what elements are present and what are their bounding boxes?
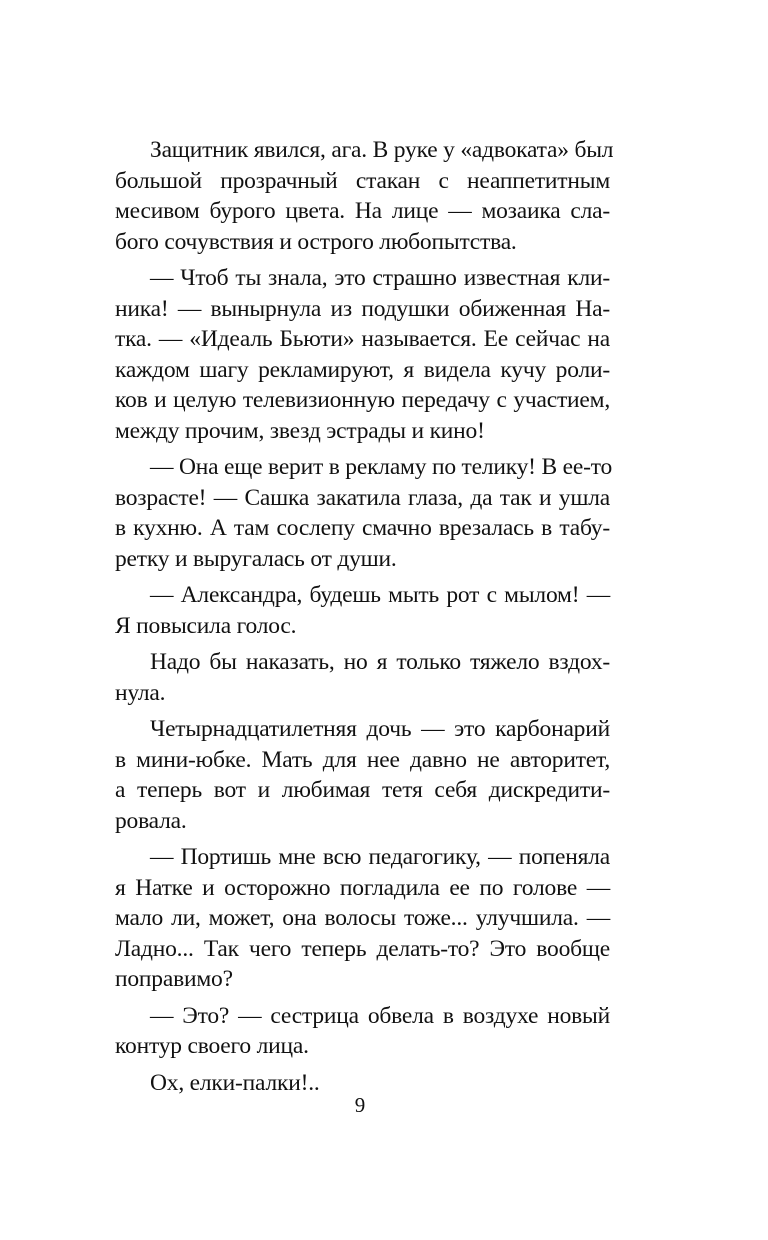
text-line: Я повысила голос.	[115, 612, 297, 639]
text-line: ретку и выругалась от души.	[115, 545, 397, 572]
paragraph	[115, 452, 613, 574]
paragraph	[115, 1001, 610, 1062]
paragraph	[115, 580, 610, 641]
body-text	[115, 135, 614, 1104]
text-line: а теперь вот и любимая тетя себя дискредити-	[115, 777, 610, 803]
text-line: месивом бурого цвета. На лице — мозаика сла-	[115, 198, 610, 224]
text-line: ков и целую телевизионную передачу с участием,	[115, 387, 610, 413]
page-number: 9	[354, 1093, 366, 1117]
text-line: контур своего лица.	[115, 1033, 309, 1059]
text-line: — Александра, будешь мыть рот с мылом! —	[150, 582, 610, 608]
paragraph	[115, 714, 610, 836]
text-line: — Она еще верит в рекламу по телику! В ее-то	[150, 454, 613, 480]
text-line: большой прозрачный стакан с неаппетитным	[115, 167, 610, 194]
text-line: — Чтоб ты знала, это страшно известная кли-	[150, 265, 610, 291]
text-line: ровала.	[115, 807, 187, 834]
paragraph	[115, 647, 610, 708]
text-line: — Портишь мне всю педагогику, — попеняла	[150, 844, 610, 870]
text-line: между прочим, звезд эстрады и кино!	[115, 417, 485, 444]
text-line: каждом шагу рекламируют, я видела кучу роли-	[115, 356, 610, 383]
text-line: в кухню. А там сослепу смачно врезалась в табу-	[115, 515, 610, 541]
text-line: Четырнадцатилетняя дочь — это карбонарий	[150, 716, 610, 742]
text-line: — Это? — сестрица обвела в воздухе новый	[150, 1002, 610, 1029]
text-line: мало ли, может, она волосы тоже... улучшила. —	[115, 905, 610, 931]
text-line: Ладно... Так чего теперь делать-то? Это вообще	[115, 935, 610, 962]
paragraph	[115, 263, 610, 446]
paragraph	[115, 135, 614, 257]
text-line: бого сочувствия и острого любопытства.	[115, 228, 517, 255]
text-line: нула.	[115, 679, 166, 706]
text-line: поправимо?	[115, 966, 233, 992]
text-line: возрасте! — Сашка закатила глаза, да так и ушла	[115, 484, 610, 511]
paragraph	[115, 842, 610, 995]
text-line: Ох, елки-палки!..	[150, 1069, 320, 1096]
text-line: ника! — вынырнула из подушки обиженная На-	[115, 295, 610, 322]
text-line: тка. — «Идеаль Бьюти» называется. Ее сейчас на	[115, 326, 610, 352]
text-line: в мини-юбке. Мать для нее давно не авторитет,	[115, 746, 610, 773]
text-line: Надо бы наказать, но я только тяжело вздох-	[150, 649, 610, 675]
text-line: я Натке и осторожно погладила ее по голове —	[115, 874, 610, 901]
text-line: Защитник явился, ага. В руке у «адвоката» был	[150, 137, 614, 163]
